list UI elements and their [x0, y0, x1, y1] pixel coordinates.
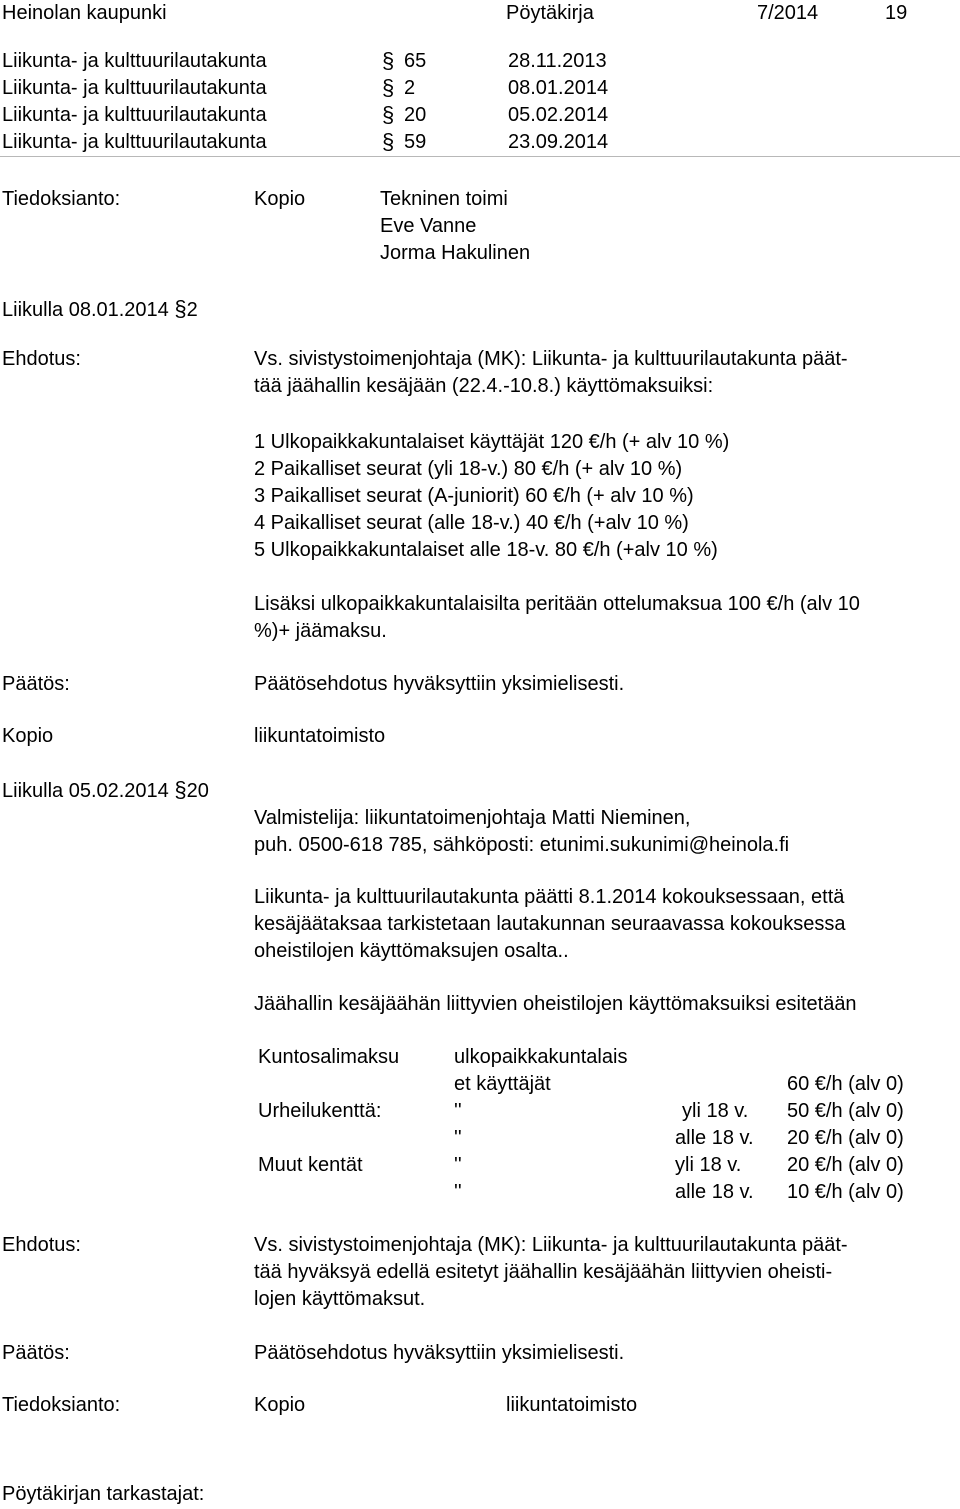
extra-fee-line: %)+ jäämaksu.	[254, 620, 387, 642]
reference-body: Liikunta- ja kulttuurilautakunta	[2, 77, 267, 99]
meeting-heading	[2, 776, 209, 805]
section-symbol: §	[174, 296, 187, 321]
fee-line: 1 Ulkopaikkakuntalaiset käyttäjät 120 €/h (+ alv 10 %)	[254, 431, 730, 453]
notification-label: Tiedoksianto:	[2, 188, 121, 210]
reference-number: 20	[404, 104, 427, 126]
fee-table-price: 50 €/h (alv 0)	[787, 1100, 904, 1122]
preparer-line: Valmistelija: liikuntatoimenjohtaja Matti Nieminen,	[254, 807, 691, 829]
notification-label: Tiedoksianto:	[2, 1394, 121, 1416]
fee-line: 2 Paikalliset seurat (yli 18-v.) 80 €/h (+ alv 10 %)	[254, 458, 683, 480]
fee-table-ditto: ''	[454, 1100, 462, 1122]
fee-table-age: alle 18 v.	[675, 1127, 754, 1149]
document-type: Pöytäkirja	[506, 2, 594, 24]
notification-recipient: liikuntatoimisto	[506, 1394, 638, 1416]
proposal-line: lojen käyttömaksut.	[254, 1288, 426, 1310]
intro-line: Jäähallin kesäjäähän liittyvien oheistilojen käyttömaksuiksi esitetään	[254, 993, 857, 1015]
reference-date: 23.09.2014	[508, 131, 609, 153]
background-line: kesäjäätaksaa tarkistetaan lautakunnan seuraavassa kokouksessa	[254, 913, 846, 935]
notification-kind: Kopio	[254, 1394, 306, 1416]
fee-table-age: yli 18 v.	[682, 1100, 749, 1122]
background-line: Liikunta- ja kulttuurilautakunta päätti 8.1.2014 kokouksessaan, että	[254, 886, 845, 908]
reference-body: Liikunta- ja kulttuurilautakunta	[2, 50, 267, 72]
fee-table-place: Muut kentät	[258, 1154, 363, 1176]
recipient: Eve Vanne	[380, 215, 477, 237]
proposal-line: Vs. sivistystoimenjohtaja (MK): Liikunta- ja kulttuurilautakunta päät-	[254, 348, 848, 370]
reference-number: 59	[404, 131, 427, 153]
proposal-label: Ehdotus:	[2, 348, 81, 370]
section-symbol: §	[382, 102, 395, 127]
background-line: oheistilojen käyttömaksujen osalta..	[254, 940, 569, 962]
proposal-label: Ehdotus:	[2, 1234, 81, 1256]
fee-table-price: 10 €/h (alv 0)	[787, 1181, 904, 1203]
copy-label: Kopio	[2, 725, 54, 747]
fee-table-place: Kuntosalimaksu	[258, 1046, 400, 1068]
reference-body: Liikunta- ja kulttuurilautakunta	[2, 131, 267, 153]
fee-table-ditto: ''	[454, 1127, 462, 1149]
fee-table-user-type: et käyttäjät	[454, 1073, 551, 1095]
fee-table-ditto: ''	[454, 1181, 462, 1203]
fee-line: 5 Ulkopaikkakuntalaiset alle 18-v. 80 €/h (+alv 10 %)	[254, 539, 718, 561]
municipality-name: Heinolan kaupunki	[2, 2, 167, 24]
fee-table-age: yli 18 v.	[675, 1154, 742, 1176]
fee-table-age: alle 18 v.	[675, 1181, 754, 1203]
copy-recipient: liikuntatoimisto	[254, 725, 386, 747]
meeting-heading	[2, 295, 198, 324]
divider	[0, 156, 960, 157]
recipient: Tekninen toimi	[380, 188, 508, 210]
fee-table-user-type: ulkopaikkakuntalais	[454, 1046, 628, 1068]
page-number: 19	[885, 2, 908, 24]
proposal-line: tää jäähallin kesäjään (22.4.-10.8.) käyttömaksuiksi:	[254, 375, 714, 397]
meeting-date: Liikulla 08.01.2014	[2, 299, 169, 321]
section-symbol: §	[382, 48, 395, 73]
reference-date: 08.01.2014	[508, 77, 609, 99]
section-symbol: §	[382, 75, 395, 100]
reviewers-label: Pöytäkirjan tarkastajat:	[2, 1483, 205, 1505]
decision-text: Päätösehdotus hyväksyttiin yksimielisesti.	[254, 1342, 625, 1364]
decision-text: Päätösehdotus hyväksyttiin yksimielisesti.	[254, 673, 625, 695]
reference-number: 65	[404, 50, 427, 72]
fee-table-place: Urheilukenttä:	[258, 1100, 382, 1122]
extra-fee-line: Lisäksi ulkopaikkakuntalaisilta peritään ottelumaksua 100 €/h (alv 10	[254, 593, 860, 615]
section-symbol: §	[174, 777, 187, 802]
section-symbol: §	[382, 129, 395, 154]
fee-table-ditto: ''	[454, 1154, 462, 1176]
fee-line: 3 Paikalliset seurat (A-juniorit) 60 €/h (+ alv 10 %)	[254, 485, 694, 507]
proposal-line: Vs. sivistystoimenjohtaja (MK): Liikunta- ja kulttuurilautakunta päät-	[254, 1234, 848, 1256]
reference-date: 05.02.2014	[508, 104, 609, 126]
notification-kind: Kopio	[254, 188, 306, 210]
reference-body: Liikunta- ja kulttuurilautakunta	[2, 104, 267, 126]
decision-label: Päätös:	[2, 673, 70, 695]
proposal-line: tää hyväksyä edellä esitetyt jäähallin kesäjäähän liittyvien oheisti-	[254, 1261, 833, 1283]
preparer-line: puh. 0500-618 785, sähköposti: etunimi.sukunimi@heinola.fi	[254, 834, 790, 856]
reference-date: 28.11.2013	[508, 50, 607, 72]
meeting-date: Liikulla 05.02.2014	[2, 780, 169, 802]
fee-table-price: 20 €/h (alv 0)	[787, 1154, 904, 1176]
decision-label: Päätös:	[2, 1342, 70, 1364]
fee-table-price: 20 €/h (alv 0)	[787, 1127, 904, 1149]
document-number: 7/2014	[757, 2, 819, 24]
fee-line: 4 Paikalliset seurat (alle 18-v.) 40 €/h (+alv 10 %)	[254, 512, 689, 534]
meeting-section-number: 2	[186, 299, 198, 321]
meeting-section-number: 20	[186, 780, 209, 802]
reference-number: 2	[404, 77, 416, 99]
fee-table-price: 60 €/h (alv 0)	[787, 1073, 904, 1095]
recipient: Jorma Hakulinen	[380, 242, 531, 264]
